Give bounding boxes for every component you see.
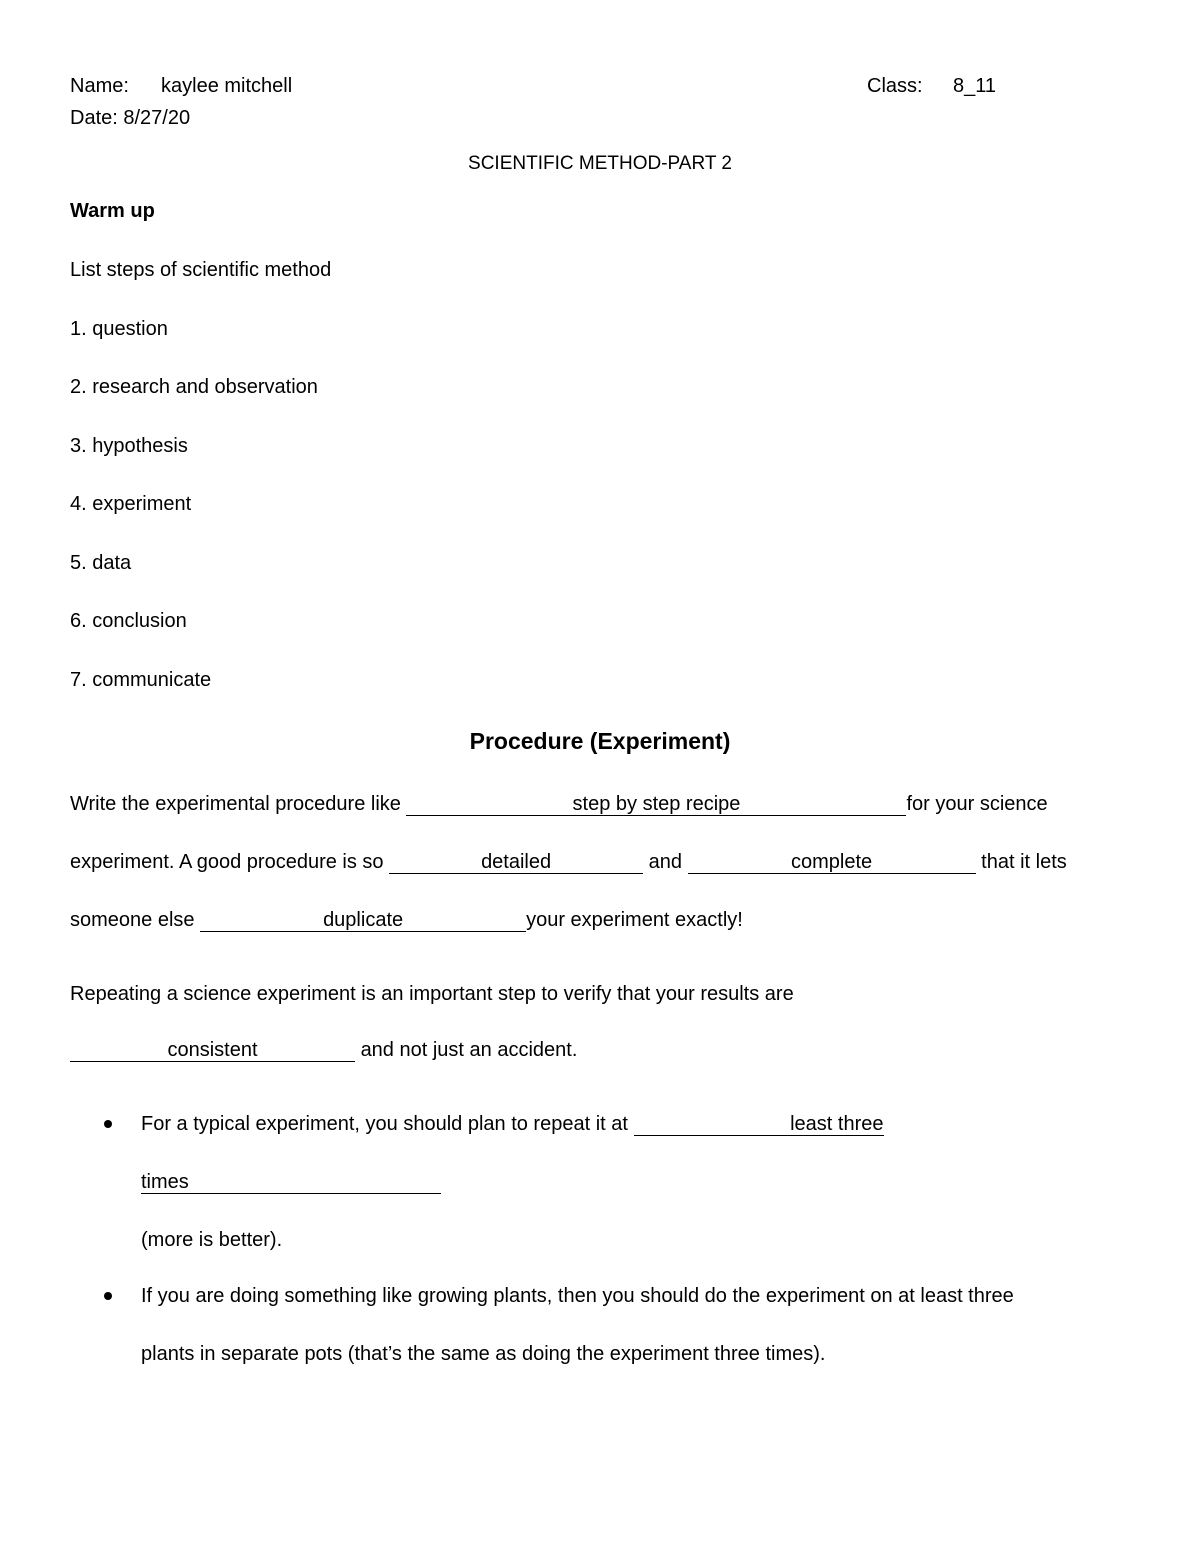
fill-blank-answer: detailed [389,852,643,874]
step-item: 2. research and observation [70,376,318,398]
repeat-line-2 [70,1040,577,1062]
fill-blank-answer: least three [634,1114,884,1136]
sentence-text: that it lets [981,851,1067,873]
fill-blank-answer: complete [688,852,976,874]
step-item: 7. communicate [70,669,212,691]
warmup-prompt: List steps of scientific method [70,259,332,281]
repeat-text: Repeating a science experiment is an important step to verify that your results are [70,983,794,1005]
step-item: 3. hypothesis [70,435,188,457]
step-item: 1. question [70,318,168,340]
step-item: 5. data [70,552,132,574]
bullet-1-line-1 [141,1114,884,1136]
fill-blank-answer: duplicate [200,910,526,932]
procedure-heading: Procedure (Experiment) [469,728,731,754]
step-item: 6. conclusion [70,610,187,632]
bullet-2-line-2: plants in separate pots (that’s the same as doing the experiment three times). [141,1343,826,1365]
sentence-text: for your science [906,793,1048,815]
bullet-2-line-1: If you are doing something like growing plants, then you should do the experiment on at least three [141,1285,1014,1307]
fill-blank-answer: consistent [70,1040,355,1062]
bullet-1-note: (more is better). [141,1229,283,1251]
sentence-text: someone else [70,909,195,931]
procedure-line-1 [70,794,1048,816]
sentence-text: your experiment exactly! [526,909,743,931]
page-title: SCIENTIFIC METHOD-PART 2 [468,153,732,174]
sentence-text: For a typical experiment, you should plan to repeat it at [141,1113,628,1135]
name-value: kaylee mitchell [161,75,293,97]
bullet-dot-icon [104,1120,112,1128]
fill-blank-answer: step by step recipe [406,794,906,816]
procedure-line-3 [70,910,743,932]
sentence-text: and [648,851,683,873]
step-item: 4. experiment [70,493,192,515]
class-value: 8_11 [953,75,997,97]
bullet-dot-icon [104,1292,112,1300]
name-label: Name: [70,75,129,97]
date-line: Date: 8/27/20 [70,107,191,129]
sentence-text: experiment. A good procedure is so [70,851,384,873]
procedure-line-2 [70,852,1067,874]
class-label: Class: [867,75,923,97]
fill-blank-answer: times [141,1172,441,1194]
warmup-heading: Warm up [70,200,155,222]
sentence-text: Write the experimental procedure like [70,793,401,815]
bullet-1-line-2 [141,1172,441,1194]
sentence-text: and not just an accident. [360,1039,578,1061]
